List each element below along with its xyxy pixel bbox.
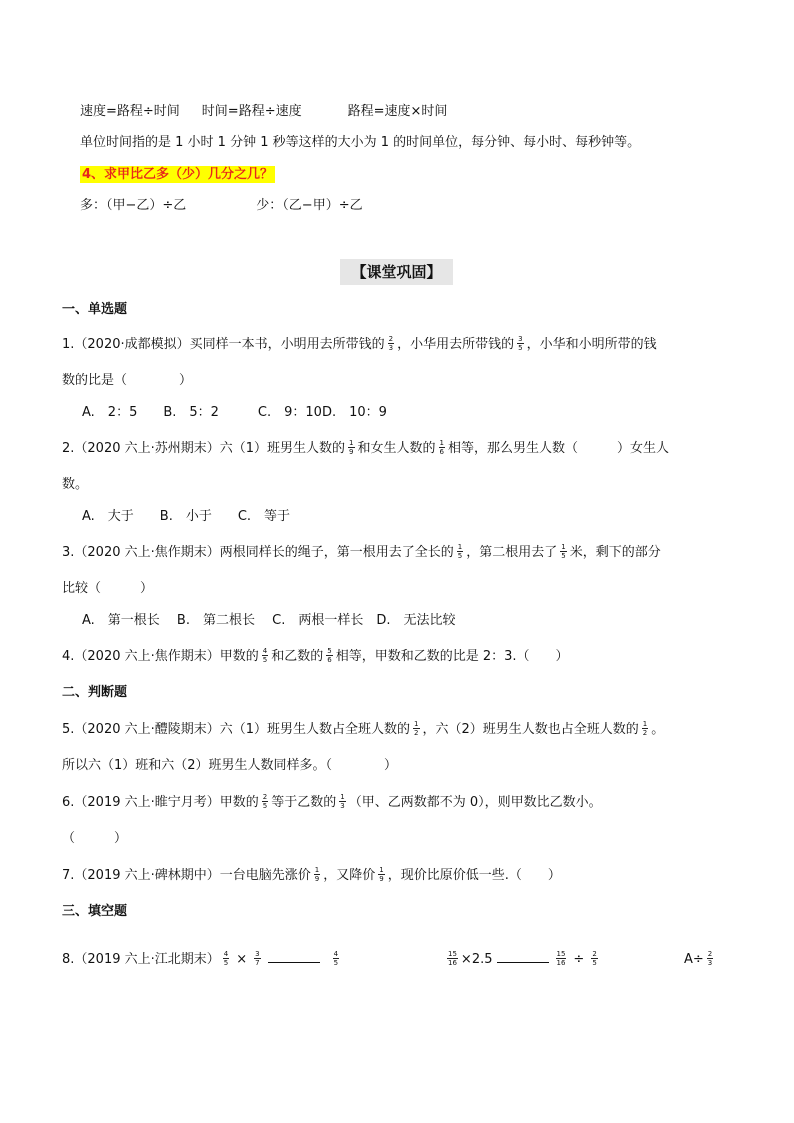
fraction: $\frac{3}{7}$ (255, 950, 260, 967)
fraction: $\frac{1}{2}$ (414, 720, 419, 737)
less-formula: 少：（乙−甲）÷乙 (256, 198, 363, 213)
fraction: $\frac{15}{16}$ (556, 950, 566, 967)
more-less-line (80, 196, 363, 216)
question-5: 5.（2020 六上·醴陵期末）六（1）班男生人数占全班人数的 $\frac{1}{2}$ ，六（2）班男生人数也占全班人数的 $\frac{1}{2}$ 。 (62, 720, 665, 737)
heading-4 (80, 165, 275, 185)
fraction: $\frac{2}{3}$ (707, 950, 713, 967)
question-2-options: A. 大于 B. 小于 C. 等于 (82, 509, 291, 524)
fraction: $\frac{1}{9}$ (349, 439, 354, 456)
question-8: 8.（2019 六上·江北期末） $\frac{4}{5}$ × $\frac{3}{7}$ $\frac{4}{5}$ (62, 950, 339, 967)
question-3-options: A. 第一根长 B. 第二根长 C. 两根一样长 D. 无法比较 (82, 613, 456, 628)
formula-speed: 速度=路程÷时间 (80, 104, 180, 119)
fraction: $\frac{1}{2}$ (642, 720, 648, 737)
more-formula: 多：（甲−乙）÷乙 (80, 198, 187, 213)
formula-distance: 路程=速度×时间 (347, 104, 448, 119)
question-6: 6.（2019 六上·睢宁月考）甲数的 $\frac{2}{5}$ 等于乙数的 $\frac{1}{3}$ （甲、乙两数都不为 0），则甲数比乙数小。 (62, 793, 602, 810)
section-title: 【课堂巩固】 (340, 259, 453, 285)
part-1-heading: 一、单选题 (62, 302, 128, 317)
question-3: 3.（2020 六上·焦作期末）两根同样长的绳子，第一根用去了全长的 $\frac{1}{5}$ ，第二根用去了 $\frac{1}{5}$ 米，剩下的部分 (62, 543, 661, 560)
question-2: 2.（2020 六上·苏州期末）六（1）班男生人数的 $\frac{1}{9}$ 和女生人数的 $\frac{1}{6}$ 相等，那么男生人数（ ）女生人 (62, 439, 669, 456)
fraction: $\frac{15}{16}$ (448, 950, 457, 967)
question-1-line2: 数的比是（ ） (62, 373, 193, 388)
fraction: $\frac{2}{5}$ (262, 793, 268, 810)
fraction: $\frac{2}{5}$ (592, 950, 597, 967)
question-3-line2: 比较（ ） (62, 581, 154, 596)
part-2-heading: 二、判断题 (62, 685, 128, 700)
fraction: $\frac{2}{3}$ (388, 335, 394, 352)
question-5-line2: 所以六（1）班和六（2）班男生人数同样多。（ ） (62, 758, 398, 773)
fraction: $\frac{1}{9}$ (314, 866, 320, 883)
answer-blank[interactable] (268, 950, 320, 963)
question-6-line2: （ ） (62, 831, 128, 846)
part-3-heading: 三、填空题 (62, 904, 128, 919)
fraction: $\frac{5}{6}$ (327, 647, 332, 664)
answer-blank[interactable] (497, 950, 549, 963)
formula-time: 时间=路程÷速度 (201, 104, 302, 119)
fraction: $\frac{3}{5}$ (518, 335, 523, 352)
fraction: $\frac{1}{5}$ (457, 543, 463, 560)
question-4: 4.（2020 六上·焦作期末）甲数的 $\frac{4}{5}$ 和乙数的 $\frac{5}{6}$ 相等，甲数和乙数的比是 2：3.（ ） (62, 647, 569, 664)
fraction: $\frac{1}{6}$ (439, 439, 444, 456)
question-7: 7.（2019 六上·碑林期中）一台电脑先涨价 $\frac{1}{9}$ ，又降价 $\frac{1}{9}$ ，现价比原价低一些.（ ） (62, 866, 561, 883)
formula-line (80, 102, 447, 122)
fraction: $\frac{4}{5}$ (262, 647, 268, 664)
fraction: $\frac{4}{5}$ (223, 950, 229, 967)
fraction: $\frac{4}{5}$ (333, 950, 339, 967)
heading-4-text: 4、求甲比乙多（少）几分之几？ (82, 167, 274, 182)
unit-time-text: 单位时间指的是 1 小时 1 分钟 1 秒等这样的大小为 1 的时间单位，每分钟、每小时、每秒钟等。 (80, 135, 641, 150)
question-1: 1.（2020·成都模拟）买同样一本书，小明用去所带钱的 $\frac{2}{3}$ ，小华用去所带钱的 $\frac{3}{5}$ ，小华和小明所带的钱 (62, 335, 657, 352)
fraction: $\frac{1}{3}$ (340, 793, 345, 810)
fraction: $\frac{1}{9}$ (379, 866, 384, 883)
question-1-options: A. 2：5 B. 5：2 C. 9：10D. 10：9 (82, 405, 387, 420)
question-2-line2: 数。 (62, 477, 89, 492)
question-8-part-c: A÷ $\frac{2}{3}$ (684, 950, 713, 967)
fraction: $\frac{1}{5}$ (561, 543, 566, 560)
question-8-part-b: $\frac{15}{16}$ ×2.5 $\frac{15}{16}$ ÷ $\frac{2}{5}$ (448, 950, 597, 967)
